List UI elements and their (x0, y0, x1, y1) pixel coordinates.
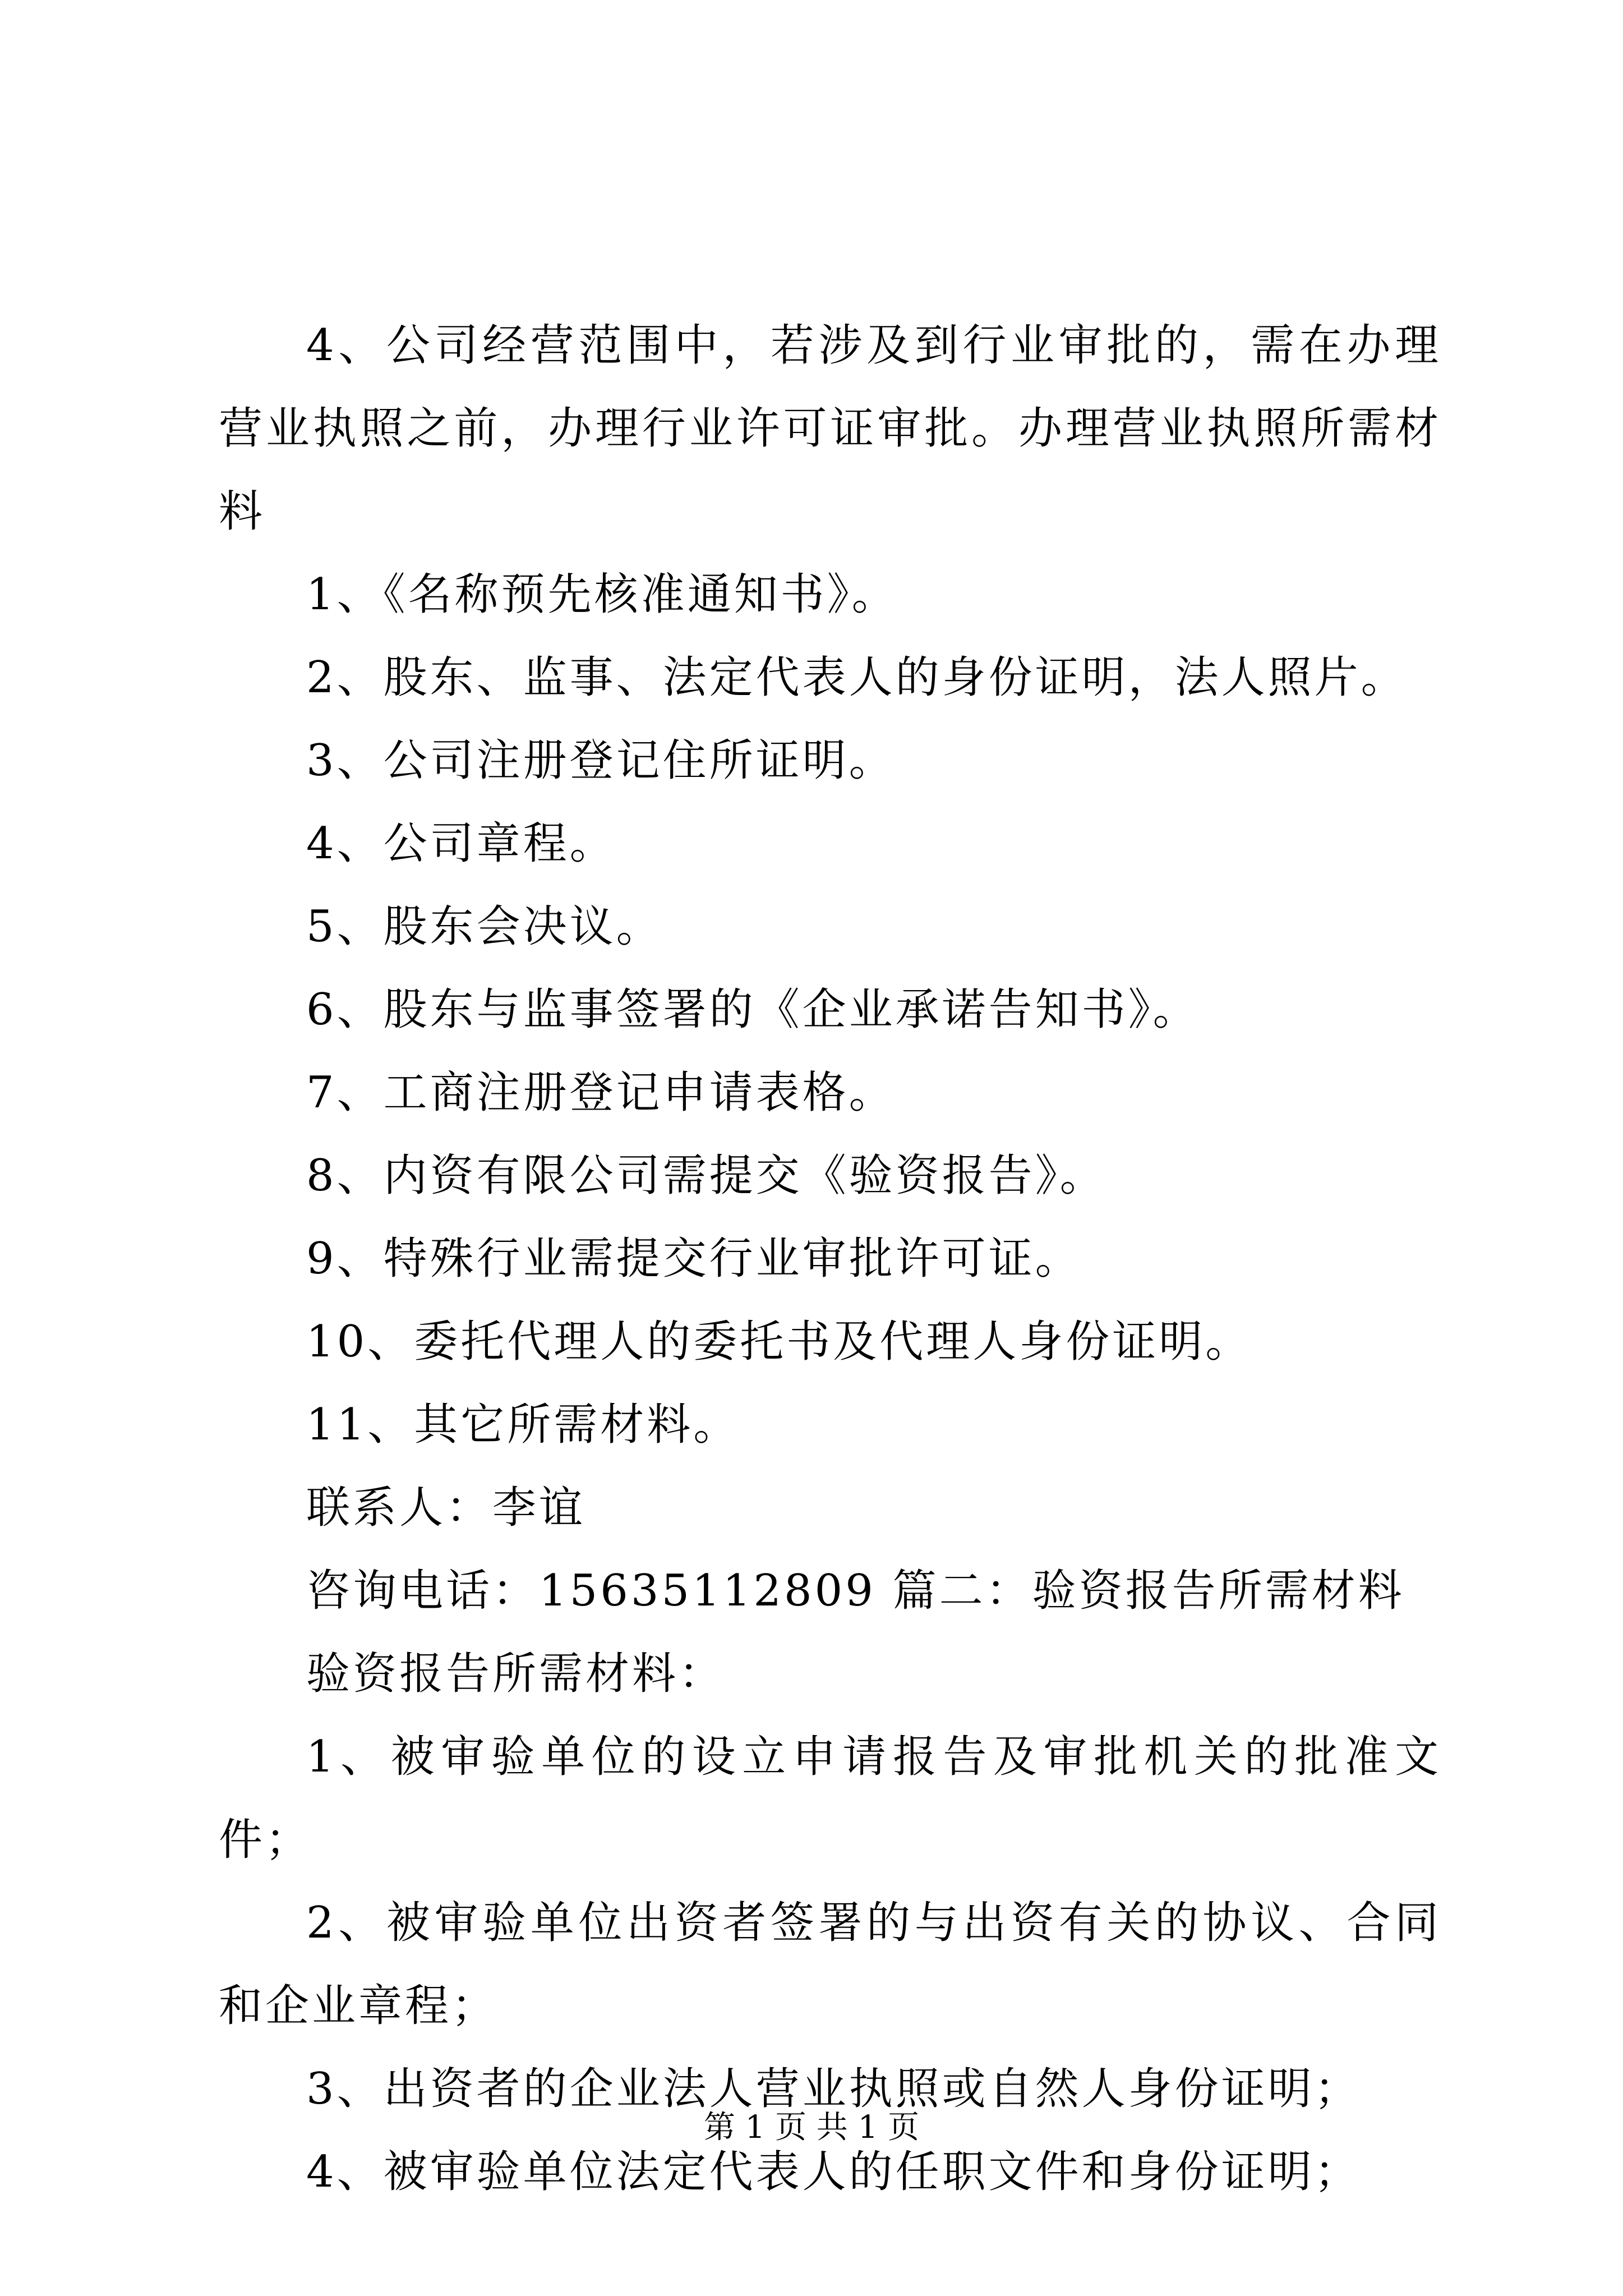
paragraph-11: 10、委托代理人的委托书及代理人身份证明。 (306, 1317, 1252, 1367)
paragraph-8: 7、工商注册登记申请表格。 (306, 1068, 896, 1118)
contact-person: 联系人：李谊 (306, 1483, 586, 1533)
section-heading: 验资报告所需材料： (306, 1649, 726, 1699)
page-number-footer: 第 1 页 共 1 页 (703, 2109, 920, 2146)
paragraph-9: 8、内资有限公司需提交《验资报告》。 (306, 1151, 1106, 1201)
paragraph-10: 9、特殊行业需提交行业审批许可证。 (306, 1234, 1082, 1284)
document-body (219, 304, 1441, 2214)
paragraph-3: 2、股东、监事、法定代表人的身份证明，法人照片。 (306, 652, 1408, 703)
paragraph-6: 5、股东会决议。 (306, 901, 663, 952)
paragraph-7: 6、股东与监事签署的《企业承诺告知书》。 (306, 984, 1200, 1035)
paragraph-4: 3、公司注册登记住所证明。 (306, 735, 896, 786)
paragraph-16: 1、被审验单位的设立申请报告及审批机关的批准文件； (219, 1732, 1441, 1865)
paragraph-17: 2、被审验单位出资者签署的与出资有关的协议、合同和企业章程； (219, 1898, 1441, 2031)
paragraph-12: 11、其它所需材料。 (306, 1400, 740, 1450)
paragraph-1: 4、公司经营范围中，若涉及到行业审批的，需在办理营业执照之前，办理行业许可证审批。办理营业执照所需材料 (219, 320, 1441, 537)
paragraph-19: 4、被审验单位法定代表人的任职文件和身份证明； (306, 2147, 1361, 2197)
paragraph-5: 4、公司章程。 (306, 818, 616, 869)
paragraph-18: 3、出资者的企业法人营业执照或自然人身份证明； (306, 2064, 1361, 2114)
paragraph-2: 1、《名称预先核准通知书》。 (306, 569, 898, 620)
contact-phone: 咨询电话：15635112809 篇二：验资报告所需材料 (306, 1566, 1405, 1616)
